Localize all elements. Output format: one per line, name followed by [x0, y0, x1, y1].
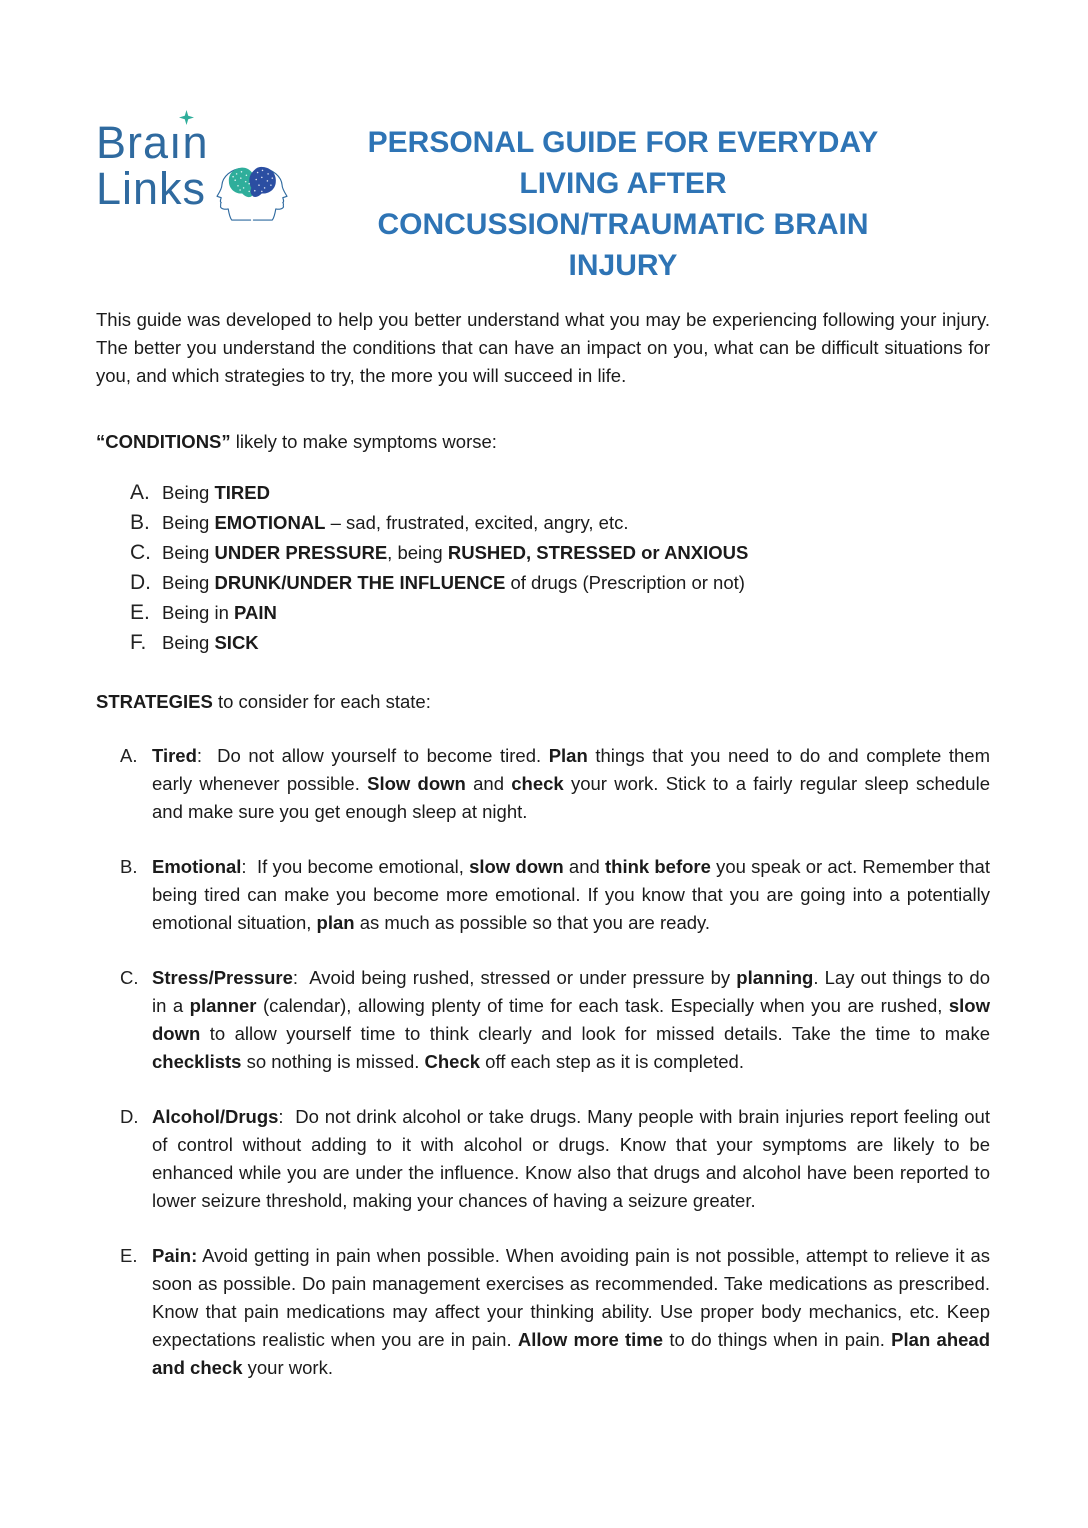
document-page [0, 117, 1088, 1528]
list-letter: B. [130, 511, 150, 534]
condition-list-item [130, 568, 990, 598]
condition-text: Being DRUNK/UNDER THE INFLUENCE of drugs (Prescription or not) [162, 572, 745, 593]
logo-row-links [96, 163, 366, 222]
list-letter: D. [120, 1106, 139, 1127]
page-title-line1: PERSONAL GUIDE FOR EVERYDAY LIVING AFTER [367, 126, 879, 200]
strategy-text: Tired: Do not allow yourself to become tired. Plan things that you need to do and complete them early whenever possible. Slow down and check your work. Stick to a fairly regular sleep schedule and make sure you get enough sleep at night. [152, 745, 990, 822]
intro-paragraph: This guide was developed to help you better understand what you may be experiencing following your injury. The better you understand the conditions that can have an impact on you, what can be difficult situations for you, and which strategies to try, the more you will succeed in life. [96, 309, 990, 386]
condition-text: Being TIRED [162, 482, 270, 503]
list-letter: F. [130, 631, 147, 654]
strategy-list-item [120, 964, 990, 1076]
document-header [96, 117, 990, 286]
brainlinks-logo [96, 117, 366, 222]
page-title-line2: CONCUSSION/TRAUMATIC BRAIN INJURY [377, 208, 869, 282]
condition-list-item [130, 538, 990, 568]
condition-list-item [130, 628, 990, 658]
strategies-list [96, 742, 990, 1382]
list-letter: B. [120, 856, 138, 877]
condition-text: Being SICK [162, 632, 259, 653]
logo-text-part: n [182, 117, 209, 168]
conditions-heading: “CONDITIONS” likely to make symptoms worse: [96, 431, 497, 452]
strategies-heading: STRATEGIES to consider for each state: [96, 691, 431, 712]
conditions-list [96, 478, 990, 658]
logo-text-part: ı [169, 117, 183, 168]
strategy-list-item [120, 1242, 990, 1382]
list-letter: E. [130, 601, 150, 624]
list-letter: C. [120, 967, 139, 988]
strategy-text: Pain: Avoid getting in pain when possible. When avoiding pain is not possible, attempt to relieve it as soon as possible. Do pain management exercises as recommended. Take medications as prescribed. Know that pain medications may affect your thinking ability. Use proper body mechanics, etc. Keep expectations realistic when you are in pain. Allow more time to do things when in pain. Plan ahead and check your work. [152, 1245, 990, 1378]
condition-text: Being in PAIN [162, 602, 277, 623]
list-letter: E. [120, 1245, 138, 1266]
strategy-list-item [120, 742, 990, 826]
logo-text-part: Bra [96, 117, 170, 168]
logo-text-brain [96, 117, 209, 168]
list-letter: D. [130, 571, 151, 594]
strategy-list-item [120, 853, 990, 937]
page-title [366, 122, 990, 286]
strategy-text: Stress/Pressure: Avoid being rushed, stressed or under pressure by planning. Lay out things to do in a planner (calendar), allowing plenty of time for each task. Especially when you are rushed, slow down to allow yourself time to think clearly and look for missed details. Take the time to make checklists so nothing is missed. Check off each step as it is completed. [152, 967, 990, 1072]
brain-heads-icon [210, 158, 294, 222]
strategy-list-item [120, 1103, 990, 1215]
condition-text: Being EMOTIONAL – sad, frustrated, excited, angry, etc. [162, 512, 629, 533]
sparkle-icon [179, 110, 194, 125]
list-letter: C. [130, 541, 151, 564]
condition-list-item [130, 598, 990, 628]
condition-list-item [130, 508, 990, 538]
condition-list-item [130, 478, 990, 508]
logo-text-links: Links [96, 163, 207, 214]
condition-text: Being UNDER PRESSURE, being RUSHED, STRESSED or ANXIOUS [162, 542, 749, 563]
list-letter: A. [130, 481, 150, 504]
strategy-text: Emotional: If you become emotional, slow down and think before you speak or act. Remember that being tired can make you become more emotional. If you know that you are going into a potentially emotional situation, plan as much as possible so that you are ready. [152, 856, 990, 933]
list-letter: A. [120, 745, 138, 766]
strategy-text: Alcohol/Drugs: Do not drink alcohol or take drugs. Many people with brain injuries report feeling out of control without adding to it with alcohol or drugs. Know that your symptoms are likely to be enhanced while you are under the influence. Know also that drugs and alcohol have been reported to lower seizure threshold, making your chances of having a seizure greater. [152, 1106, 990, 1211]
